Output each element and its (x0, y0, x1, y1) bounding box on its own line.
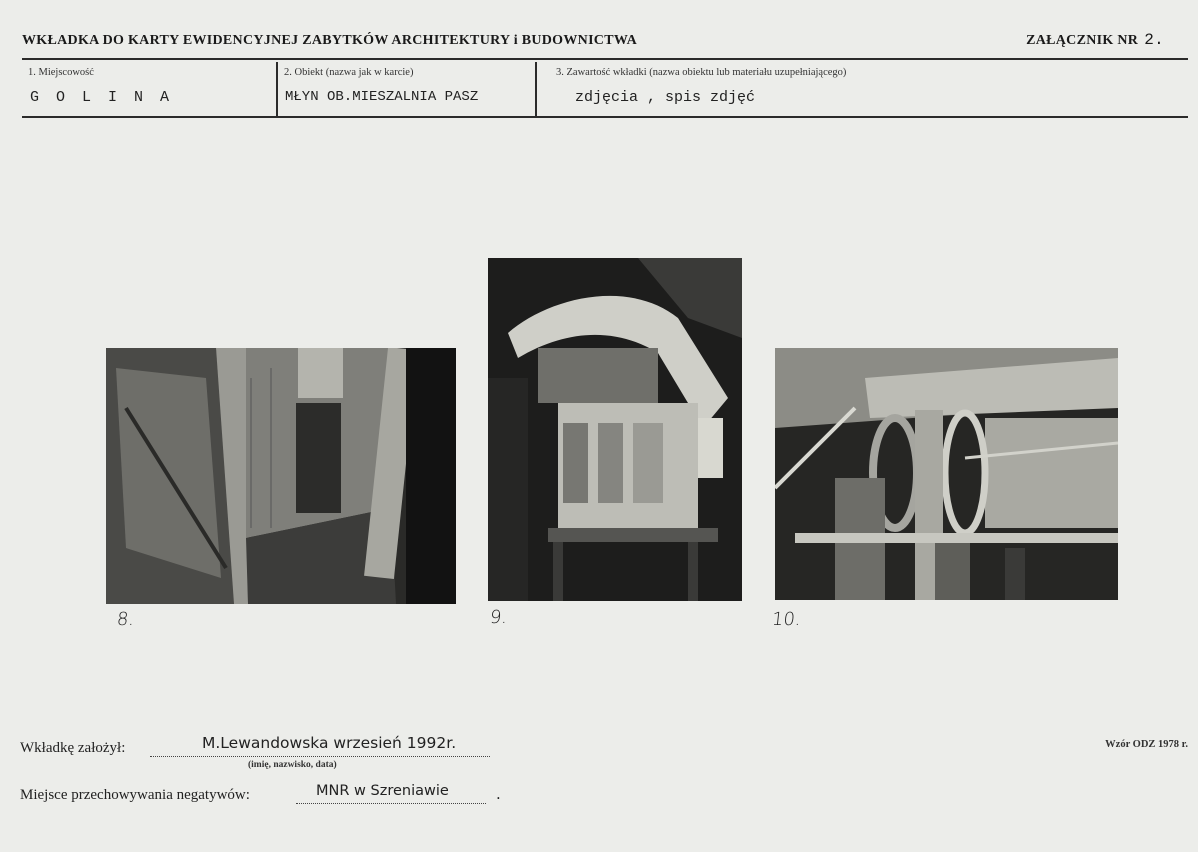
field-label-object: 2. Obiekt (nazwa jak w karcie) (284, 67, 414, 78)
header-rule-top (22, 58, 1188, 60)
photo-8-number: 8. (115, 609, 136, 630)
photo-10-number: 10. (770, 609, 802, 630)
created-by-value: M.Lewandowska wrzesień 1992r. (202, 734, 457, 752)
field-divider-1 (276, 62, 278, 116)
photo-9-number: 9. (488, 607, 509, 628)
negatives-location-label: Miejsce przechowywania negatywów: (20, 787, 250, 803)
document-title: WKŁADKA DO KARTY EWIDENCYJNEJ ZABYTKÓW ARCHITEKTURY i BUDOWNICTWA (22, 33, 638, 48)
photo-9-image (488, 258, 742, 601)
photo-8-image (106, 348, 456, 604)
field-value-locality: G O L I N A (30, 89, 174, 106)
field-value-object: MŁYN OB.MIESZALNIA PASZ (285, 89, 479, 105)
annex-label: ZAŁĄCZNIK NR (1026, 33, 1139, 48)
form-version-note: Wzór ODZ 1978 r. (1105, 739, 1188, 750)
created-by-note: (imię, nazwisko, data) (248, 760, 337, 770)
header-rule-bottom (22, 116, 1188, 118)
negatives-location-value: MNR w Szreniawie (316, 783, 449, 799)
photo-10-image (775, 348, 1118, 600)
photo-10 (775, 348, 1118, 600)
field-label-locality: 1. Miejscowość (28, 67, 94, 78)
photo-9 (488, 258, 742, 601)
annex-number: 2. (1144, 31, 1164, 49)
created-by-label: Wkładkę założył: (20, 740, 126, 756)
photo-8 (106, 348, 456, 604)
negatives-location-suffix: . (496, 785, 501, 803)
field-value-contents: zdjęcia , spis zdjęć (575, 89, 756, 106)
annex-heading (1026, 31, 1164, 49)
created-by-dotline (150, 756, 490, 757)
field-label-contents: 3. Zawartość wkładki (nazwa obiektu lub materiału uzupełniającego) (556, 67, 847, 78)
negatives-dotline (296, 803, 486, 804)
field-divider-2 (535, 62, 537, 116)
